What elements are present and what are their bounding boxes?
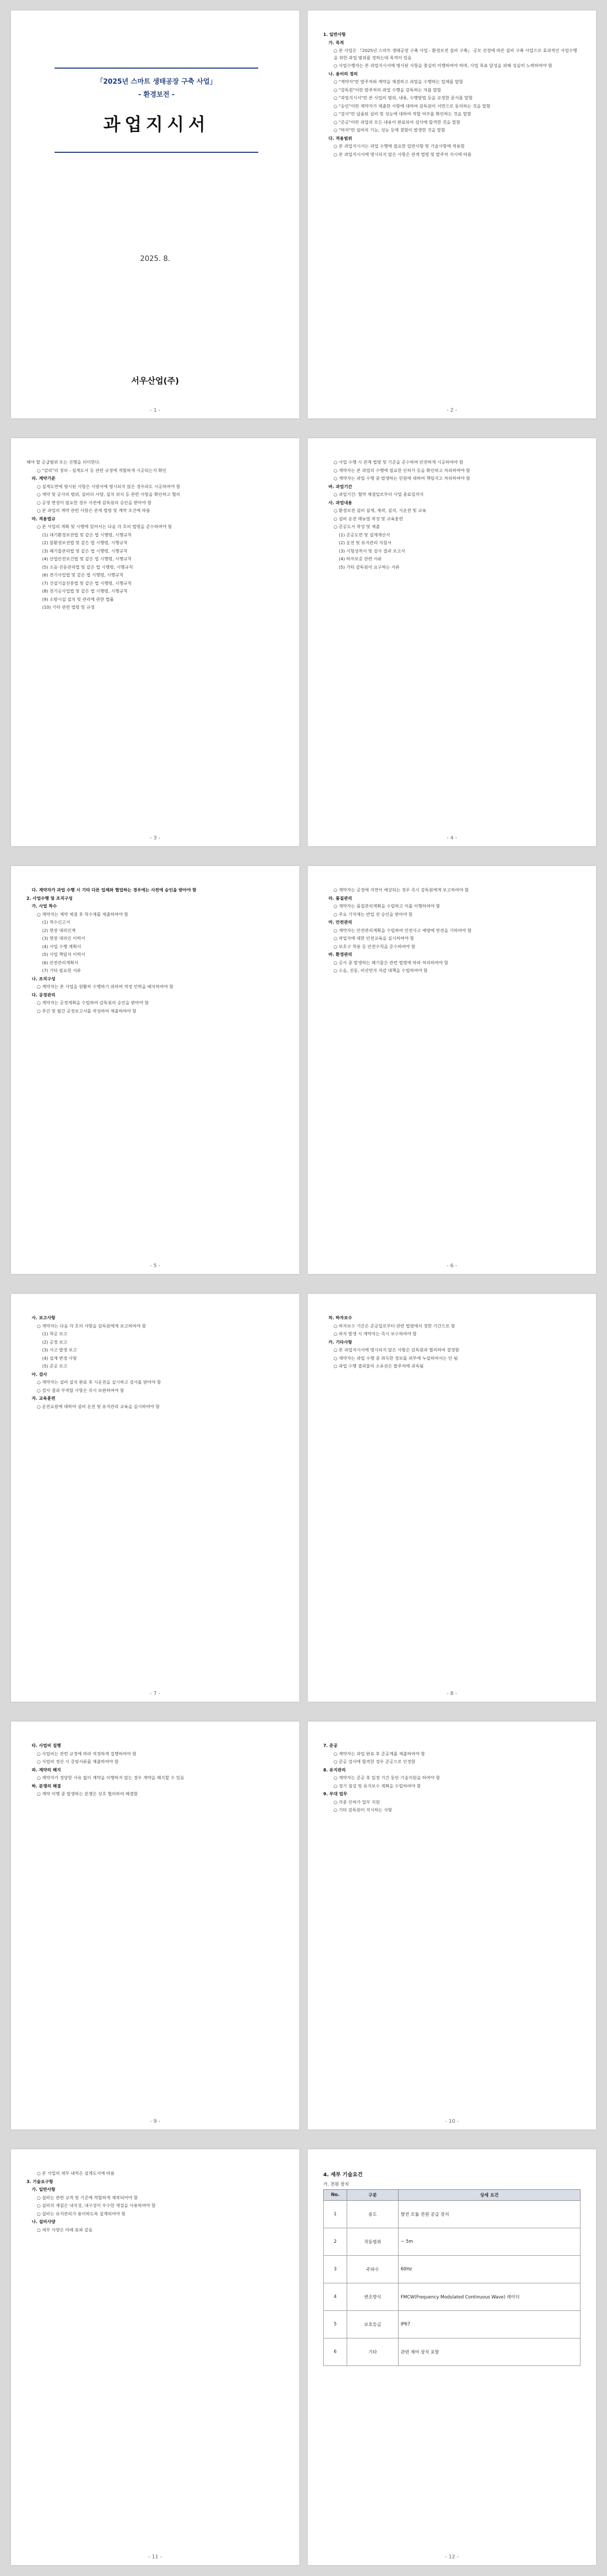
text-line: 나. 조직구성 — [32, 976, 56, 981]
text-line: ○ 계약자는 품질관리계획을 수립하고 이를 이행하여야 함 — [334, 903, 440, 909]
text-line: ○ 계약자는 과업 완료 후 준공계를 제출하여야 함 — [334, 1751, 425, 1756]
text-line: ○ 하자보수 기간은 준공일로부터 관련 법령에서 정한 기간으로 함 — [334, 1323, 455, 1329]
text-line: ○ 주요 기자재는 반입 전 승인을 받아야 함 — [334, 911, 413, 917]
page-number: - 8 - — [446, 1691, 457, 1697]
text-line: ○ 계약 및 공사의 범위, 설비의 사양, 설치 위치 등 관련 사항을 확인하고 협의 — [37, 492, 180, 497]
text-line: 다. 계약자가 과업 수행 시 기타 다른 업체와 협업하는 경우에는 사전에 승인을 받아야 함 — [32, 887, 196, 892]
text-line: ○ 본 과업지시서에 명시되지 않은 사항은 감독원과 협의하여 결정함 — [334, 1347, 459, 1352]
text-line: (9) 소방시설 설치 및 관리에 관한 법률 — [42, 596, 114, 602]
page-3 — [11, 438, 299, 846]
table-row — [324, 2338, 580, 2366]
text-line: ○ 계약자는 계약 체결 후 착수계를 제출하여야 함 — [37, 911, 128, 917]
text-line: ○ 설비 운전 매뉴얼 작성 및 교육훈련 — [334, 516, 403, 521]
page-number: - 10 - — [445, 2119, 459, 2124]
page-text — [27, 2170, 284, 2235]
text-line: ○ 계약자는 다음 각 호의 사항을 감독원에게 보고하여야 함 — [37, 1323, 146, 1329]
text-line: ○ 계약자가 정당한 사유 없이 계약을 이행하지 않는 경우 계약을 해지할 수 있음 — [37, 1775, 184, 1780]
text-line: ○ 본 사업은 『2025년 스마트 생태공장 구축 사업 - 환경보전 설비 구축』 공모 선정에 따른 설비 구축 사업으로 효과적인 사업수행을 위한 과업 범위를 정하는데 목적이 있음 — [334, 48, 577, 60]
table-cell-no: 1 — [324, 2201, 347, 2228]
table-cell-item: 보호등급 — [347, 2311, 399, 2338]
text-line: ○ 계약자는 과업 수행 중 취득한 정보를 외부에 누설하여서는 안 됨 — [334, 1355, 458, 1361]
page-number: - 3 - — [150, 835, 161, 841]
text-line: 바. 환경관리 — [328, 952, 352, 957]
page-text — [323, 459, 580, 572]
table-cell-no: 2 — [324, 2228, 347, 2256]
col-header-desc: 상세 요건 — [399, 2190, 580, 2201]
spec-subtitle: 가. 전원 장치 — [323, 2182, 349, 2187]
text-line: ○ 공사 중 발생하는 폐기물은 관련 법령에 따라 처리하여야 함 — [334, 960, 448, 965]
text-line: 사. 보고사항 — [32, 1315, 56, 1320]
text-line: (2) 운전 및 유지관리 지침서 — [339, 540, 392, 545]
text-line: (10) 기타 관련 법령 및 규정 — [42, 604, 95, 610]
text-line: 7. 준공 — [323, 1743, 338, 1748]
text-line: ○ "검사"란 납품된 설비 및 성능에 대하여 적합 여부를 확인하는 것을 말함 — [334, 111, 471, 116]
text-line: ○ 설계도면에 명시된 사항은 시방서에 명시되지 않은 경우라도 시공하여야 함 — [37, 483, 180, 489]
text-line: ○ "감리"의 정의 - 설계도서 등 관련 규정에 적합하게 시공되는지 확인 — [37, 467, 167, 473]
text-line: (2) 현장 대리인계 — [42, 927, 76, 933]
page-number: - 6 - — [446, 1263, 457, 1269]
text-line: 하. 분쟁의 해결 — [32, 1783, 61, 1789]
text-line: ○ 계약자는 설비 설치 완료 후 시운전을 실시하고 검사를 받아야 함 — [37, 1379, 161, 1385]
text-line: ○ "하자"란 설비의 기능, 성능 등에 결함이 발생한 것을 말함 — [334, 127, 445, 133]
text-line: (3) 사고 발생 보고 — [42, 1347, 77, 1352]
text-line: ○ 계약자는 공정에 지연이 예상되는 경우 즉시 감독원에게 보고하여야 함 — [334, 887, 469, 892]
text-line: (2) 공정 보고 — [42, 1339, 68, 1345]
text-line: ○ 세부 사양은 아래 표와 같음 — [37, 2227, 93, 2232]
text-line: (6) 전기사업법 및 같은 법 시행령, 시행규칙 — [42, 572, 124, 577]
page-text — [323, 887, 580, 976]
table-cell-no: 3 — [324, 2256, 347, 2283]
page-text — [323, 31, 580, 159]
table-cell-item: 용도 — [347, 2201, 399, 2228]
text-line: 카. 기타사항 — [328, 1339, 352, 1345]
page-text — [27, 1742, 284, 1799]
text-line: 2. 사업수행 및 조직구성 — [27, 895, 73, 901]
col-header-item: 구분 — [347, 2190, 399, 2201]
text-line: (1) 착수신고서 — [42, 919, 70, 925]
page-cover — [11, 10, 299, 418]
section-heading: 1. 일반사항 — [323, 32, 346, 37]
table-row — [324, 2283, 580, 2311]
text-line: ○ 사업비는 관련 규정에 따라 적정하게 집행하여야 함 — [37, 1751, 137, 1756]
page-text — [27, 459, 284, 612]
text-line: 가. 일반사항 — [32, 2187, 56, 2192]
table-cell-item: 기타 — [347, 2338, 399, 2366]
text-line: (4) 설계 변경 사항 — [42, 1355, 77, 1361]
text-line: 8. 유지관리 — [323, 1767, 346, 1772]
text-line: ○ 설비는 관련 규격 및 기준에 적합하게 제작되어야 함 — [37, 2194, 138, 2200]
table-cell-desc: 60Hz — [399, 2256, 580, 2283]
page-number: - 1 - — [150, 408, 161, 413]
text-line: ○ 각종 인허가 업무 지원 — [334, 1799, 380, 1805]
table-row — [324, 2201, 580, 2228]
text-line: ○ 본 사업의 세부 내역은 설계도서에 따름 — [37, 2171, 115, 2176]
text-line: ○ 사업비 정산 시 증빙서류를 제출하여야 함 — [37, 1759, 119, 1764]
page-number: - 11 - — [148, 2554, 162, 2560]
text-line: ○ 과업 수행 결과물의 소유권은 발주처에 귀속됨 — [334, 1363, 424, 1369]
text-line: (2) 물환경보전법 및 같은 법 시행령, 시행규칙 — [42, 540, 128, 545]
text-line: (4) 사업 수행 계획서 — [42, 943, 81, 949]
text-line: ○ "계약자"란 발주처와 계약을 체결하고 과업을 수행하는 업체를 말함 — [334, 79, 464, 84]
text-line: ○ "감독원"이란 발주처의 과업 수행을 감독하는 자를 말함 — [334, 87, 441, 93]
text-line: 타. 사업비 집행 — [32, 1743, 61, 1748]
text-line: 차. 하자보수 — [328, 1315, 352, 1320]
text-line: (8) 전기공사업법 및 같은 법 시행령, 시행규칙 — [42, 588, 128, 594]
text-line: (1) 착공 보고 — [42, 1331, 68, 1336]
page-9 — [11, 1721, 299, 2130]
text-line: ○ 설비는 유지관리가 용이하도록 설계되어야 함 — [37, 2211, 126, 2216]
text-line: ○ 하자 발생 시 계약자는 즉시 보수하여야 함 — [334, 1331, 417, 1336]
text-line: (5) 기타 감독원이 요구하는 서류 — [339, 564, 400, 570]
page-number: - 7 - — [150, 1691, 161, 1697]
text-line: ○ 설비의 재질은 내식성, 내구성이 우수한 재질을 사용하여야 함 — [37, 2203, 156, 2208]
text-line: 가. 사업 착수 — [32, 903, 57, 909]
text-line: 파. 계약의 해지 — [32, 1767, 61, 1772]
page-text — [323, 1315, 580, 1371]
text-line: 다. 적용범위 — [328, 135, 352, 141]
text-line: 나. 용어의 정의 — [328, 71, 358, 76]
page-2 — [308, 10, 596, 418]
page-6 — [308, 866, 596, 1274]
text-line: ○ 준공도서 작성 및 제출 — [334, 524, 380, 529]
text-line: (5) 준공 보고 — [42, 1363, 68, 1369]
text-line: 라. 계약기준 — [32, 476, 56, 481]
text-line: 다. 공정관리 — [32, 992, 56, 997]
text-line: (3) 시험성적서 및 검사 결과 보고서 — [339, 548, 405, 554]
page-12 — [308, 2149, 596, 2565]
text-line: ○ 계약자는 공정계획을 수립하여 감독원의 승인을 받아야 함 — [37, 1000, 149, 1005]
text-line: 바. 과업기간 — [328, 483, 352, 489]
text-line: (5) 사업 책임자 이력서 — [42, 952, 85, 957]
page-10 — [308, 1721, 596, 2130]
text-line: ○ 환경보전 설비 설계, 제작, 설치, 시운전 및 교육 — [334, 508, 427, 513]
table-cell-item: 변조방식 — [347, 2283, 399, 2311]
text-line: 라. 품질관리 — [328, 895, 352, 901]
text-line: 가. 목적 — [328, 40, 344, 45]
page-number: - 9 - — [150, 2119, 161, 2124]
table-cell-desc: FMCW(Frequency Modulated Continuous Wave) 레이더 — [399, 2283, 580, 2311]
page-text — [323, 1742, 580, 1815]
cover-date: 2025. 8. — [140, 255, 170, 263]
text-line: (4) 하자보증 관련 서류 — [339, 556, 382, 561]
text-line: 사. 과업내용 — [328, 500, 352, 505]
text-line: ○ 과업기간: 협약 체결일로부터 사업 종료일까지 — [334, 492, 424, 497]
cover-subtitle: 「2025년 스마트 생태공장 구축 사업」 — [96, 78, 217, 86]
text-line: ○ 소음, 진동, 비산먼지 저감 대책을 수립하여야 함 — [334, 968, 428, 973]
text-line: ○ 계약 이행 중 발생하는 분쟁은 상호 협의하여 해결함 — [37, 1791, 138, 1796]
page-text — [27, 887, 284, 1016]
text-line: ○ 계약자는 본 사업을 원활히 수행하기 위하여 적정 인력을 배치하여야 함 — [37, 984, 174, 989]
text-line: ○ 본 과업지시서는 과업 수행에 필요한 일반사항 및 기술사항에 적용함 — [334, 143, 465, 149]
page-5 — [11, 866, 299, 1274]
text-line: 3. 기술요구항 — [27, 2178, 54, 2184]
text-line: 아. 검사 — [32, 1371, 47, 1377]
page-11 — [11, 2149, 299, 2565]
text-line: 자. 교육훈련 — [32, 1396, 56, 1401]
table-row — [324, 2311, 580, 2338]
text-line: 해야 할 공급범위 또는 진행을 의미한다. — [27, 459, 101, 465]
text-line: ○ 계약자는 안전관리계획을 수립하여 안전사고 예방에 만전을 기하여야 함 — [334, 927, 472, 933]
text-line: (5) 소음·진동관리법 및 같은 법 시행령, 시행규칙 — [42, 564, 133, 570]
page-number: - 12 - — [445, 2554, 459, 2560]
table-cell-desc: 관련 제어 장치 포함 — [399, 2338, 580, 2366]
text-line: (7) 기타 필요한 서류 — [42, 968, 81, 973]
page-text — [27, 1315, 284, 1411]
text-line: (1) 대기환경보전법 및 같은 법 시행령, 시행규칙 — [42, 532, 132, 537]
text-line: (7) 건설기술진흥법 및 같은 법 시행령, 시행규칙 — [42, 580, 132, 586]
text-line: ○ 보호구 착용 등 안전수칙을 준수하여야 함 — [334, 943, 416, 949]
text-line: ○ 사업 수행 시 관계 법령 및 기준을 준수하여 안전하게 시공하여야 함 — [334, 459, 464, 465]
text-line: 마. 적용법규 — [32, 516, 56, 521]
text-line: 9. 부대 업무 — [323, 1791, 348, 1796]
page-8 — [308, 1294, 596, 1702]
spec-title: 4. 세부 기술요건 — [323, 2172, 363, 2178]
text-line: (4) 산업안전보건법 및 같은 법 시행령, 시행규칙 — [42, 556, 132, 561]
table-cell-desc: 발전 모듈 전원 공급 장치 — [399, 2201, 580, 2228]
text-line: ○ 운전요원에 대하여 설비 운전 및 유지관리 교육을 실시하여야 함 — [37, 1403, 160, 1409]
text-line: (3) 현장 대리인 이력서 — [42, 936, 85, 941]
text-line: ○ 계약자는 본 과업의 수행에 필요한 인허가 등을 확인하고 처리하여야 함 — [334, 467, 470, 473]
text-line: ○ 검사 결과 부적합 사항은 즉시 보완하여야 함 — [37, 1387, 124, 1393]
text-line: 나. 설비사양 — [32, 2219, 56, 2224]
text-line: ○ 본 사업의 계획 및 시행에 있어서는 다음 각 호의 법령을 준수하여야 함 — [37, 524, 172, 529]
page-4 — [308, 438, 596, 846]
cover-subtitle-2: - 환경보전 - — [138, 91, 175, 99]
text-line: (6) 안전관리계획서 — [42, 960, 78, 965]
page-number: - 4 - — [446, 835, 457, 841]
text-line: ○ "과업지시서"란 본 사업의 범위, 내용, 수행방법 등을 규정한 문서를 말함 — [334, 95, 473, 100]
cover-title-box — [55, 68, 258, 153]
col-header-no: No. — [324, 2190, 347, 2201]
text-line: ○ 본 과업의 계약 관련 사항은 관계 법령 및 계약 조건에 따름 — [37, 508, 150, 513]
table-cell-desc: ~ 5m — [399, 2228, 580, 2256]
text-line: ○ 주간 및 월간 공정보고서를 작성하여 제출하여야 함 — [37, 1008, 137, 1014]
text-line: ○ 계약자는 과업 수행 중 발생하는 민원에 대하여 책임지고 처리하여야 함 — [334, 476, 470, 481]
page-7 — [11, 1294, 299, 1702]
text-line: ○ 계약자는 준공 후 일정 기간 동안 기술지원을 하여야 함 — [334, 1775, 440, 1780]
text-line: (1) 준공도면 및 설계계산서 — [339, 532, 390, 537]
table-row — [324, 2228, 580, 2256]
table-cell-desc: IP67 — [399, 2311, 580, 2338]
document-title: 과업지시서 — [103, 114, 210, 135]
table-row — [324, 2256, 580, 2283]
text-line: ○ 정기 점검 및 유지보수 계획을 수립하여야 함 — [334, 1783, 421, 1789]
cover-company: 서우산업(주) — [131, 376, 179, 386]
text-line: (3) 폐기물관리법 및 같은 법 시행령, 시행규칙 — [42, 548, 128, 554]
table-cell-item: 주파수 — [347, 2256, 399, 2283]
table-cell-no: 6 — [324, 2338, 347, 2366]
table-cell-no: 4 — [324, 2283, 347, 2311]
text-line: ○ "승인"이란 계약자가 제출한 사항에 대하여 감독원이 서면으로 동의하는 것을 말함 — [334, 103, 491, 109]
text-line: ○ "준공"이란 과업의 모든 내용이 완료되어 검사에 합격한 것을 말함 — [334, 119, 460, 125]
spec-section — [323, 2170, 580, 2366]
table-cell-item: 작동범위 — [347, 2228, 399, 2256]
text-line: ○ 본 과업지시서에 명시되지 않은 사항은 관계 법령 및 발주처 지시에 따름 — [334, 151, 472, 157]
text-line: ○ 사업수행자는 본 과업지시서에 명시된 사항을 충실히 이행하여야 하며, 사업 목표 달성을 위해 성실히 노력하여야 함 — [334, 63, 552, 68]
text-line: ○ 공정 변경이 필요한 경우 사전에 감독원의 승인을 받아야 함 — [37, 500, 152, 505]
page-number: - 2 - — [446, 408, 457, 413]
text-line: ○ 기타 감독원이 지시하는 사항 — [334, 1807, 392, 1812]
text-line: 마. 안전관리 — [328, 919, 352, 925]
table-cell-no: 5 — [324, 2311, 347, 2338]
text-line: ○ 준공 검사에 합격한 경우 준공으로 인정함 — [334, 1759, 416, 1764]
page-number: - 5 - — [150, 1263, 161, 1269]
spec-table — [323, 2189, 580, 2366]
text-line: ○ 작업자에 대한 안전교육을 실시하여야 함 — [334, 936, 414, 941]
